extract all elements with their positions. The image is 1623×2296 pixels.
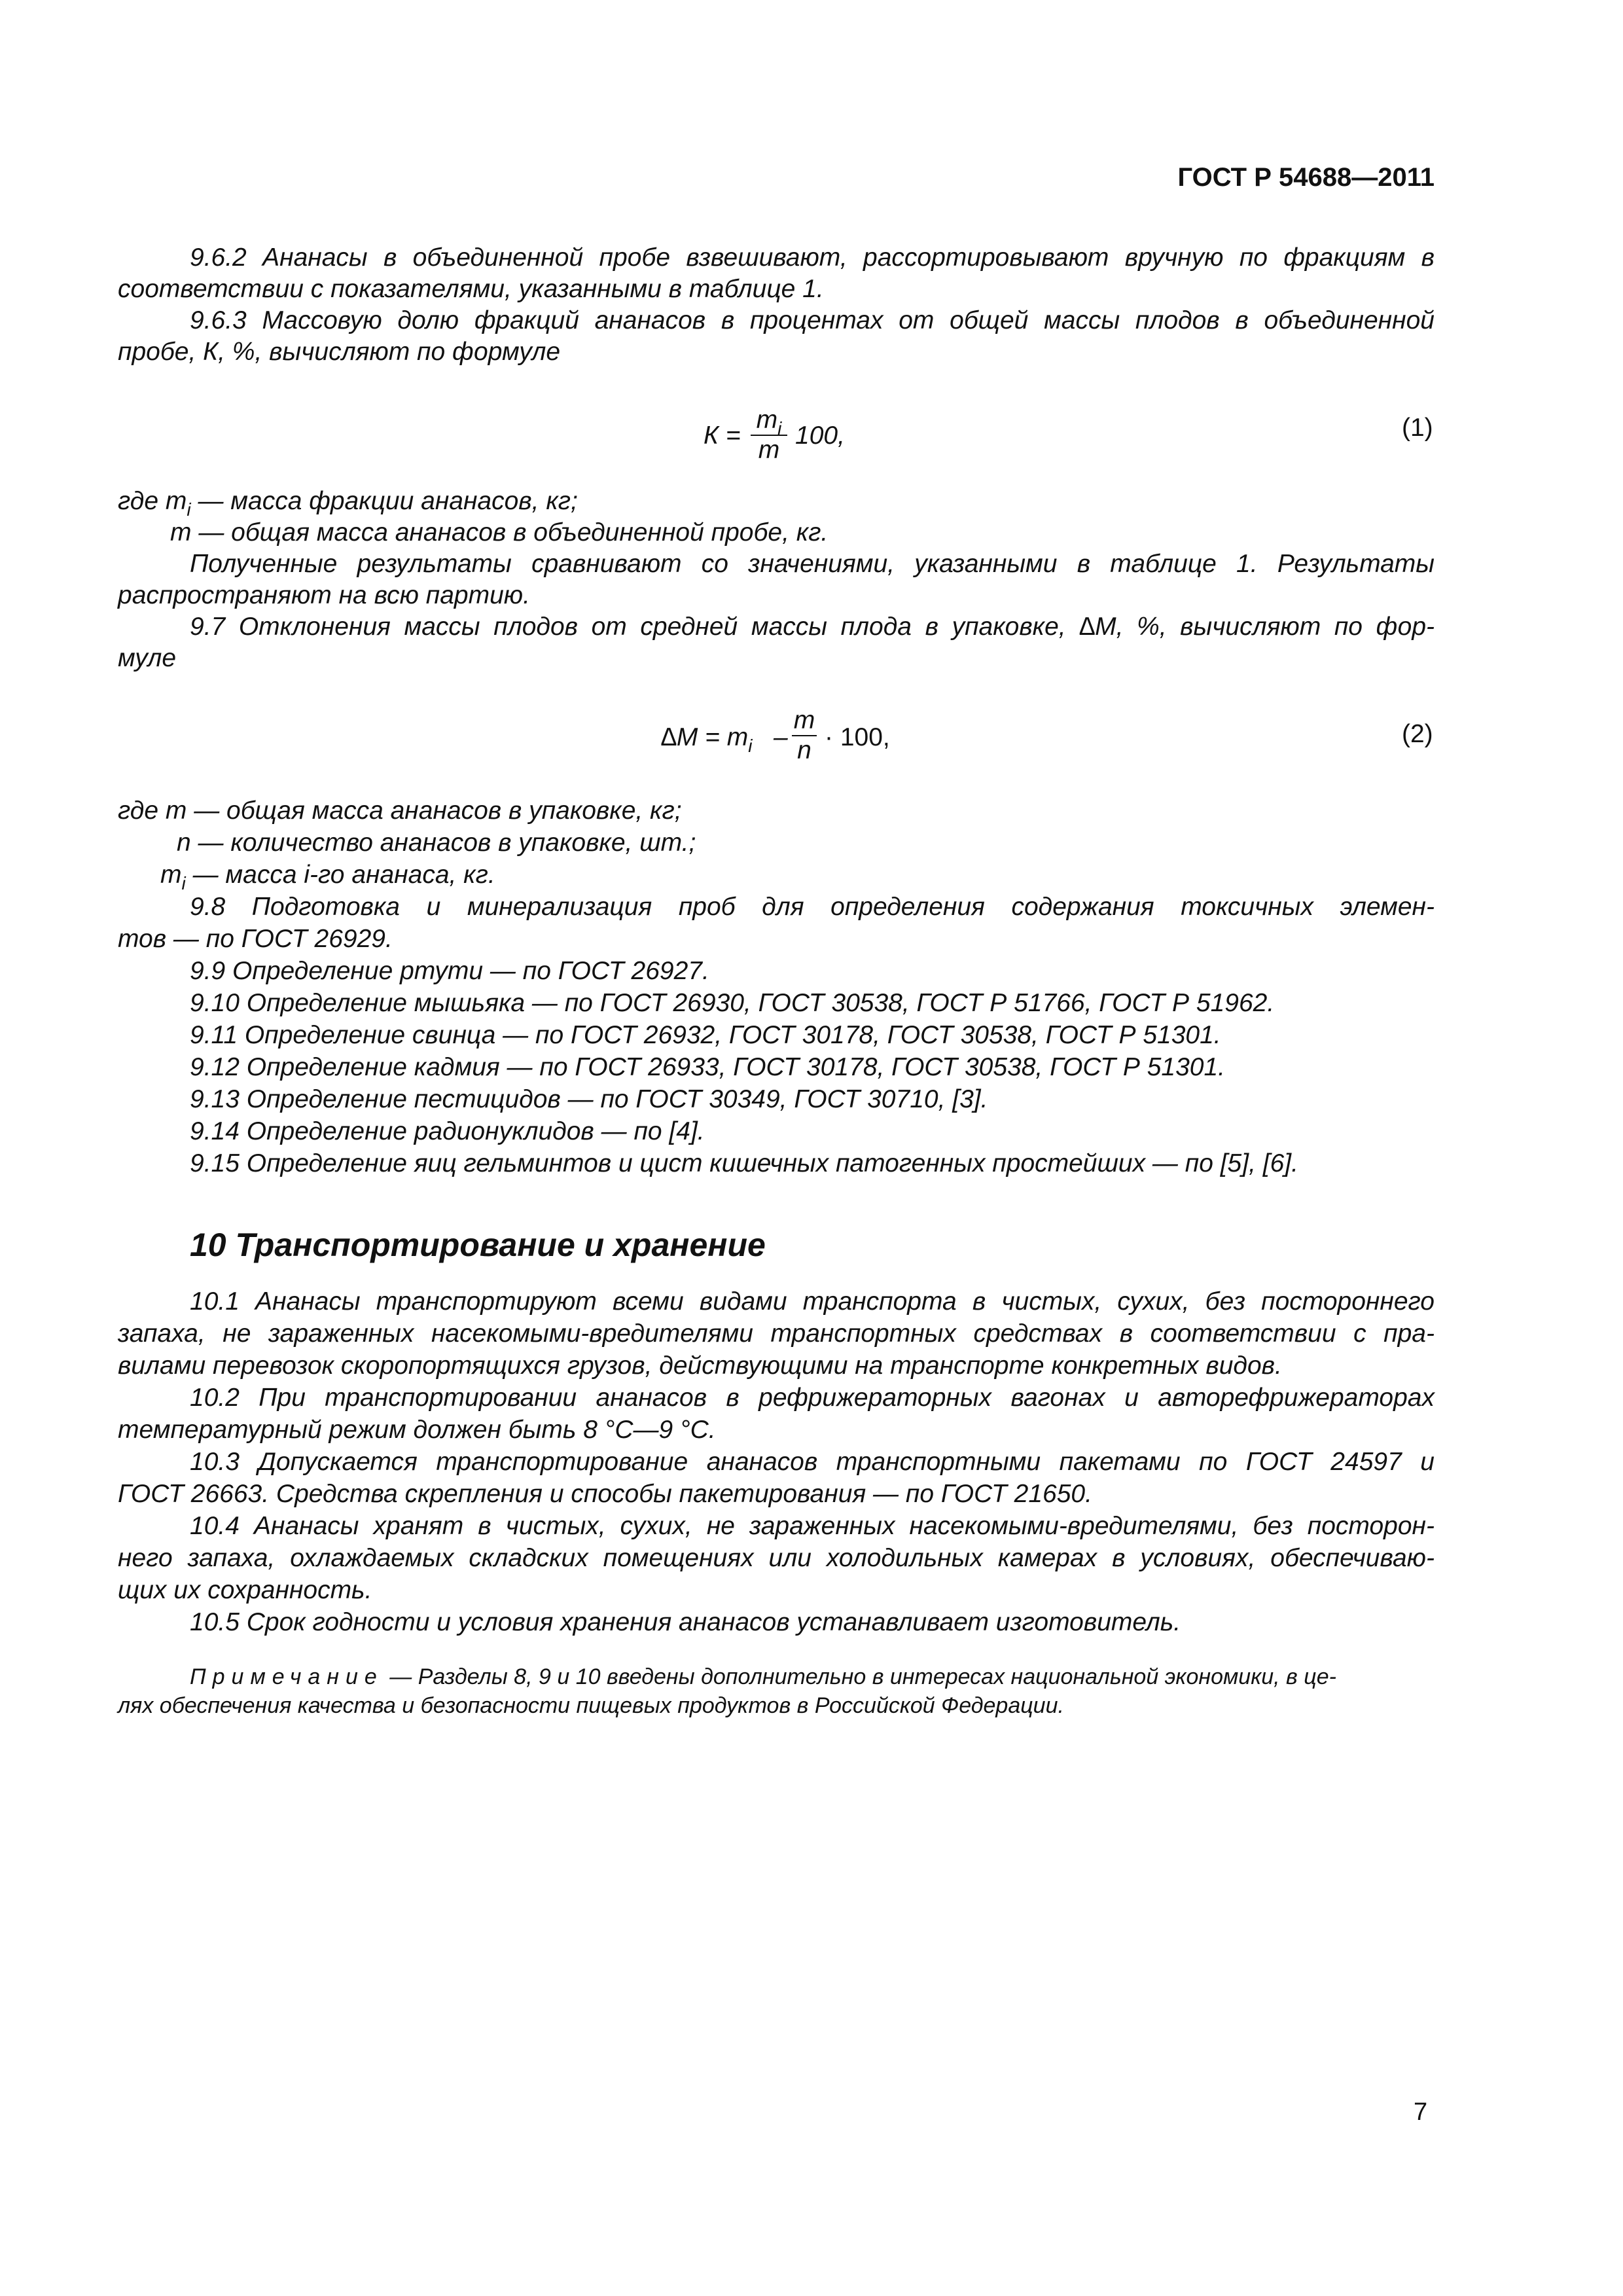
- para-9-6-2-line2: соответствии с показателями, указанными в таблице 1.: [118, 275, 824, 303]
- para-10-1-line1: 10.1 Ананасы транспортируют всеми видами транспорта в чистых, сухих, без постороннего: [190, 1287, 1435, 1316]
- para-9-6-3-line2: пробе, К, %, вычисляют по формуле: [118, 338, 561, 366]
- legend-2-line3: $m_i$ — масса i-го ананаса, кг.: [160, 861, 495, 893]
- para-10-3-line2: ГОСТ 26663. Средства скрепления и способы пакетирования — по ГОСТ 21650.: [118, 1480, 1092, 1508]
- para-9-14: 9.14 Определение радионуклидов — по [4].: [190, 1117, 705, 1145]
- result-line2: распространяют на всю партию.: [118, 581, 530, 609]
- para-10-1-line2: запаха, не зараженных насекомыми-вредителями транспортных средствах в соответствии с пра-: [118, 1319, 1435, 1348]
- section-10-title: 10 Транспортирование и хранение: [190, 1227, 766, 1263]
- para-9-12: 9.12 Определение кадмия — по ГОСТ 26933, ГОСТ 30178, ГОСТ 30538, ГОСТ Р 51301.: [190, 1053, 1225, 1081]
- para-10-4-line1: 10.4 Ананасы хранят в чистых, сухих, не зараженных насекомыми-вредителями, без посторон-: [190, 1512, 1435, 1540]
- formula-2-number: (2): [1402, 720, 1433, 748]
- formula-2-rhs: · 100,: [825, 723, 890, 751]
- para-9-6-2-line1: 9.6.2 Ананасы в объединенной пробе взвешивают, рассортировывают вручную по фракциям в: [190, 243, 1435, 272]
- formula-2-lhs: $\Delta M = m_i$: [661, 723, 753, 756]
- para-9-10: 9.10 Определение мышьяка — по ГОСТ 26930, ГОСТ 30538, ГОСТ Р 51766, ГОСТ Р 51962.: [190, 989, 1275, 1017]
- formula-2: [661, 704, 910, 769]
- legend-2-line2: n — количество ананасов в упаковке, шт.;: [177, 829, 696, 857]
- formula-1-denominator: m: [758, 436, 780, 464]
- document-code: ГОСТ Р 54688—2011: [1177, 163, 1435, 192]
- formula-2-numerator: m: [793, 706, 815, 734]
- page-number: 7: [1414, 2098, 1428, 2126]
- formula-1-numerator: $m_i$: [756, 406, 782, 439]
- legend-1-line1: где $m_i$ — масса фракции ананасов, кг;: [118, 487, 578, 520]
- formula-2-denominator: n: [797, 736, 812, 764]
- para-10-2-line1: 10.2 При транспортировании ананасов в рефрижераторных вагонах и авторефрижераторах: [190, 1384, 1435, 1412]
- note-line1: Примечание — Разделы 8, 9 и 10 введены дополнительно в интересах национальной экономики, в це-: [190, 1664, 1336, 1689]
- legend-1-line2: m — общая масса ананасов в объединенной пробе, кг.: [170, 518, 829, 547]
- legend-2-line1: где m — общая масса ананасов в упаковке, кг;: [118, 797, 682, 825]
- para-9-9: 9.9 Определение ртути — по ГОСТ 26927.: [190, 957, 709, 985]
- para-9-8-line2: тов — по ГОСТ 26929.: [118, 925, 393, 953]
- formula-1-number: (1): [1402, 414, 1433, 442]
- para-10-4-line2: него запаха, охлаждаемых складских помещениях или холодильных камерах в условиях, обеспечиваю-: [118, 1544, 1435, 1572]
- formula-1-fraction: [751, 406, 787, 465]
- formula-1-rhs: 100,: [795, 422, 845, 450]
- note-line2: лях обеспечения качества и безопасности пищевых продуктов в Российской Федерации.: [118, 1693, 1064, 1718]
- formula-1-lhs: К =: [704, 422, 741, 450]
- result-line1: Полученные результаты сравнивают со значениями, указанными в таблице 1. Результаты: [190, 550, 1435, 578]
- para-9-6-3-line1: 9.6.3 Массовую долю фракций ананасов в процентах от общей массы плодов в объединенной: [190, 306, 1435, 334]
- formula-2-minus: –: [774, 723, 788, 751]
- para-10-2-line2: температурный режим должен быть 8 °С—9 °С.: [118, 1416, 716, 1444]
- para-10-5: 10.5 Срок годности и условия хранения ананасов устанавливает изготовитель.: [190, 1608, 1181, 1636]
- formula-2-fraction: [792, 706, 817, 765]
- note-label: Примечание: [190, 1664, 383, 1689]
- formula-1: [704, 406, 867, 471]
- para-9-11: 9.11 Определение свинца — по ГОСТ 26932, ГОСТ 30178, ГОСТ 30538, ГОСТ Р 51301.: [190, 1021, 1221, 1049]
- para-10-1-line3: вилами перевозок скоропортящихся грузов, действующими на транспорте конкретных видов.: [118, 1352, 1282, 1380]
- para-9-8-line1: 9.8 Подготовка и минерализация проб для определения содержания токсичных элемен-: [190, 893, 1435, 921]
- para-10-3-line1: 10.3 Допускается транспортирование ананасов транспортными пакетами по ГОСТ 24597 и: [190, 1448, 1435, 1476]
- para-9-15: 9.15 Определение яиц гельминтов и цист кишечных патогенных простейших — по [5], [6].: [190, 1149, 1298, 1177]
- para-9-7-line2: муле: [118, 644, 177, 672]
- para-9-7-line1: 9.7 Отклонения массы плодов от средней массы плода в упаковке, ∆М, %, вычисляют по фор-: [190, 613, 1435, 641]
- para-10-4-line3: щих их сохранность.: [118, 1576, 372, 1604]
- para-9-13: 9.13 Определение пестицидов — по ГОСТ 30349, ГОСТ 30710, [3].: [190, 1085, 988, 1113]
